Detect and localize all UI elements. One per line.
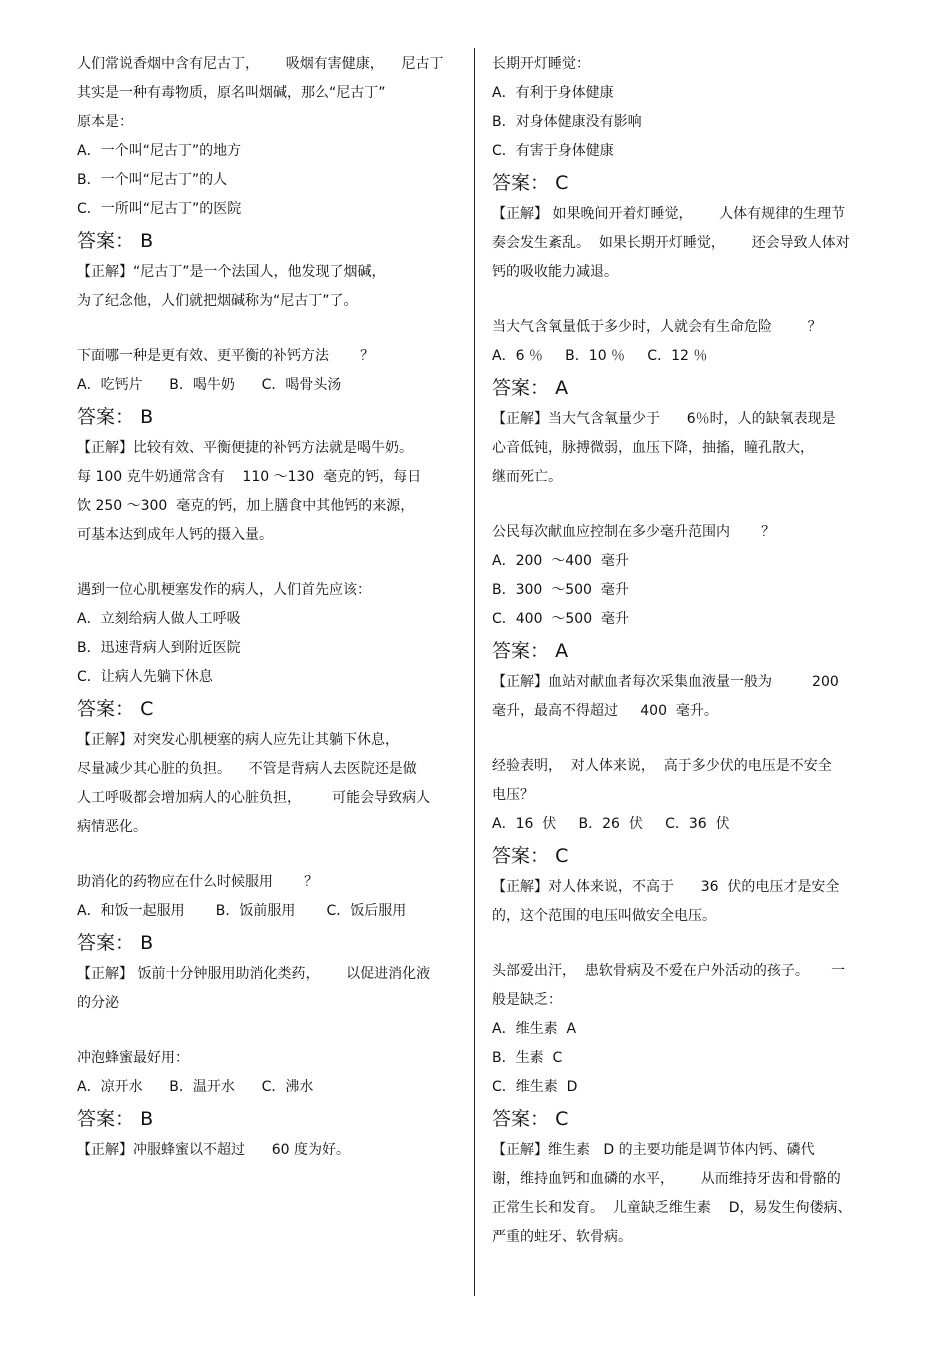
answer-value: A <box>555 640 569 662</box>
option-line: B．一个叫“尼古丁”的人 <box>77 172 228 188</box>
question-stem-line: 冲泡蜂蜜最好用： <box>77 1050 189 1066</box>
question-stem-line: 其实是一种有毒物质，原名叫烟碱，那么“尼古丁” <box>77 85 386 101</box>
question-stem-line: 当大气含氧量低于多少时，人就会有生命危险 ？ <box>492 319 822 335</box>
question-stem-line: 下面哪一种是更有效、更平衡的补钙方法 ？ <box>77 348 375 364</box>
question-block <box>492 957 875 1252</box>
column-divider <box>474 48 475 1296</box>
question-stem-line: 长期开灯睡觉： <box>492 56 590 72</box>
option-line: C．维生素 D <box>492 1079 578 1095</box>
question-block <box>492 752 875 931</box>
option-line: A．200 ～400 毫升 <box>492 553 629 569</box>
explanation-line: 【正解】当大气含氧量少于 6％时，人的缺氧表现是 <box>492 411 836 427</box>
explanation-line: 尽量减少其心脏的负担。 不管是背病人去医院还是做 <box>77 761 417 777</box>
option-line: C．有害于身体健康 <box>492 143 614 159</box>
option-line: B．300 ～500 毫升 <box>492 582 629 598</box>
question-stem-line: 经验表明， 对人体来说， 高于多少伏的电压是不安全 <box>492 758 832 774</box>
option-line: A．和饭一起服用 B．饭前服用 C．饭后服用 <box>77 903 407 919</box>
explanation-line: 【正解】冲服蜂蜜以不超过 60 度为好。 <box>77 1142 350 1158</box>
answer-prefix: 答案： <box>492 377 550 399</box>
question-block <box>77 1044 455 1165</box>
answer-prefix: 答案： <box>492 1108 550 1130</box>
question-block <box>492 50 875 287</box>
answer-value: B <box>140 932 154 954</box>
option-line: A．维生素 A <box>492 1021 577 1037</box>
explanation-line: 人工呼吸都会增加病人的心脏负担， 可能会导致病人 <box>77 790 431 806</box>
explanation-line: 可基本达到成年人钙的摄入量。 <box>77 527 273 543</box>
explanation-line: 【正解】维生素 D 的主要功能是调节体内钙、磷代 <box>492 1142 815 1158</box>
answer-line <box>77 926 455 960</box>
question-block <box>77 342 455 550</box>
answer-line <box>77 1102 455 1136</box>
explanation-line: 严重的蛀牙、软骨病。 <box>492 1229 632 1245</box>
explanation-line: 【正解】对突发心肌梗塞的病人应先让其躺下休息， <box>77 732 399 748</box>
explanation-line: 心音低钝，脉搏微弱，血压下降，抽搐，瞳孔散大， <box>492 440 814 456</box>
answer-line <box>492 1102 875 1136</box>
answer-value: A <box>555 377 569 399</box>
answer-line <box>492 839 875 873</box>
option-line: C．让病人先躺下休息 <box>77 669 213 685</box>
answer-line <box>492 166 875 200</box>
explanation-line: 奏会发生紊乱。 如果长期开灯睡觉， 还会导致人体对 <box>492 235 850 251</box>
answer-prefix: 答案： <box>492 640 550 662</box>
answer-value: C <box>555 845 569 867</box>
answer-value: B <box>140 1108 154 1130</box>
explanation-line: 钙的吸收能力减退。 <box>492 264 618 280</box>
answer-value: C <box>555 172 569 194</box>
question-block <box>77 50 455 316</box>
answer-line <box>77 400 455 434</box>
explanation-line: 为了纪念他，人们就把烟碱称为“尼古丁”了。 <box>77 293 358 309</box>
answer-prefix: 答案： <box>77 1108 135 1130</box>
question-stem-line: 般是缺乏： <box>492 992 562 1008</box>
explanation-line: 的分泌 <box>77 995 119 1011</box>
option-line: A．有利于身体健康 <box>492 85 614 101</box>
answer-prefix: 答案： <box>77 406 135 428</box>
question-block <box>492 518 875 726</box>
question-block <box>77 868 455 1018</box>
question-stem-line: 助消化的药物应在什么时候服用 ？ <box>77 874 319 890</box>
answer-line <box>77 224 455 258</box>
explanation-line: 毫升，最高不得超过 400 毫升。 <box>492 703 718 719</box>
explanation-line: 【正解】血站对献血者每次采集血液量一般为 200 <box>492 674 839 690</box>
answer-value: C <box>555 1108 569 1130</box>
right-column <box>492 50 875 1278</box>
question-stem-line: 公民每次献血应控制在多少毫升范围内 ？ <box>492 524 776 540</box>
question-stem-line: 人们常说香烟中含有尼古丁， 吸烟有害健康， 尼古丁 <box>77 56 444 72</box>
answer-prefix: 答案： <box>492 172 550 194</box>
explanation-line: 【正解】对人体来说，不高于 36 伏的电压才是安全 <box>492 879 840 895</box>
option-line: A．立刻给病人做人工呼吸 <box>77 611 241 627</box>
answer-prefix: 答案： <box>77 230 135 252</box>
answer-prefix: 答案： <box>77 698 135 720</box>
answer-value: B <box>140 406 154 428</box>
explanation-line: 谢，维持血钙和血磷的水平， 从而维持牙齿和骨骼的 <box>492 1171 841 1187</box>
explanation-line: 【正解】 饭前十分钟服用助消化类药， 以促进消化液 <box>77 966 431 982</box>
option-line: A．6 ％ B．10 ％ C．12 ％ <box>492 348 708 364</box>
option-line: B．生素 C <box>492 1050 563 1066</box>
explanation-line: 病情恶化。 <box>77 819 147 835</box>
explanation-line: 每 100 克牛奶通常含有 110 ～130 毫克的钙，每日 <box>77 469 422 485</box>
explanation-line: 饮 250 ～300 毫克的钙，加上膳食中其他钙的来源， <box>77 498 415 514</box>
explanation-line: 【正解】比较有效、平衡便捷的补钙方法就是喝牛奶。 <box>77 440 413 456</box>
question-stem-line: 遇到一位心肌梗塞发作的病人，人们首先应该： <box>77 582 371 598</box>
question-block <box>492 313 875 492</box>
explanation-line: 继而死亡。 <box>492 469 562 485</box>
option-line: A．吃钙片 B．喝牛奶 C．喝骨头汤 <box>77 377 342 393</box>
option-line: A．一个叫“尼古丁”的地方 <box>77 143 242 159</box>
left-column <box>77 50 455 1191</box>
question-stem-line: 原本是： <box>77 114 133 130</box>
question-stem-line: 头部爱出汗， 患软骨病及不爱在户外活动的孩子。 一 <box>492 963 846 979</box>
option-line: A．16 伏 B．26 伏 C．36 伏 <box>492 816 730 832</box>
explanation-line: 【正解】“尼古丁”是一个法国人，他发现了烟碱， <box>77 264 386 280</box>
answer-line <box>492 371 875 405</box>
option-line: B．迅速背病人到附近医院 <box>77 640 241 656</box>
question-stem-line: 电压？ <box>492 787 534 803</box>
answer-prefix: 答案： <box>492 845 550 867</box>
option-line: A．凉开水 B．温开水 C．沸水 <box>77 1079 314 1095</box>
answer-line <box>492 634 875 668</box>
explanation-line: 【正解】 如果晚间开着灯睡觉， 人体有规律的生理节 <box>492 206 846 222</box>
answer-line <box>77 692 455 726</box>
answer-prefix: 答案： <box>77 932 135 954</box>
explanation-line: 的，这个范围的电压叫做安全电压。 <box>492 908 716 924</box>
option-line: C．一所叫“尼古丁”的医院 <box>77 201 242 217</box>
option-line: C．400 ～500 毫升 <box>492 611 630 627</box>
question-block <box>77 576 455 842</box>
option-line: B．对身体健康没有影响 <box>492 114 642 130</box>
answer-value: B <box>140 230 154 252</box>
answer-value: C <box>140 698 154 720</box>
explanation-line: 正常生长和发育。 儿童缺乏维生素 D，易发生佝偻病、 <box>492 1200 852 1216</box>
